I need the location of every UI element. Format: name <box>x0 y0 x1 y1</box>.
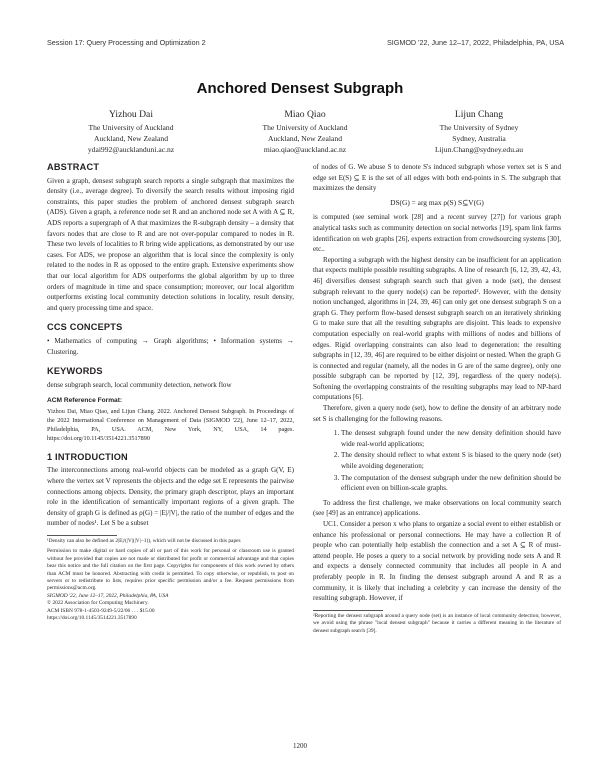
footnote-1: ¹Density can also be defined as 2|E|/(|V|(|V|−1)), which will not be discussed in this paper. <box>47 538 242 545</box>
author-location: Auckland, New Zealand <box>267 134 342 143</box>
author-name: Yizhou Dai <box>109 109 153 120</box>
doi-link[interactable]: https://doi.org/10.1145/3514221.3517890 <box>47 615 137 622</box>
author-affiliation: The University of Auckland <box>262 123 348 132</box>
abstract-heading: ABSTRACT <box>47 162 100 172</box>
density-equation: DS(G) = arg max ρ(S) S⊆V(G) <box>390 197 484 207</box>
acm-reference-text: Yizhou Dai, Miao Qiao, and Lijun Chang. 2022. Anchored Densest Subgraph. In Proceedings of the 2022 International Conference on Management of Data (SIGMOD '22), June 12–17, 2022, Philadelphia, PA, USA. ACM, New York, NY, USA, 14 pages. https://doi.org/10.1145/3514221.3517890 <box>47 407 294 442</box>
ccs-heading: CCS CONCEPTS <box>47 322 123 333</box>
paper-title: Anchored Densest Subgraph <box>196 80 404 97</box>
left-column <box>47 162 294 623</box>
author-name: Miao Qiao <box>284 109 326 120</box>
author-block <box>46 108 564 155</box>
keywords-heading: KEYWORDS <box>47 366 103 377</box>
running-header-left: Session 17: Query Processing and Optimization 2 <box>47 38 206 47</box>
right-paragraph-1: is computed (see seminal work [28] and a recent survey [27]) for various graph analytical tasks such as community detection on social networks [19], spam link farms identification on web graphs [26], experts extraction from crowdsourcing systems [30], etc.. <box>313 213 561 254</box>
keywords-text: dense subgraph search, local community detection, network flow <box>47 380 232 389</box>
right-paragraph-4: To address the first challenge, we make observations on local community search (see [49] as an entrance) applications. <box>313 498 561 518</box>
challenge-list <box>313 428 561 494</box>
author-location: Sydney, Australia <box>452 134 506 143</box>
footnote-rule <box>313 610 383 611</box>
author-2 <box>220 108 390 155</box>
ccs-text: • Mathematics of computing → Graph algorithms; • Information systems → Clustering. <box>47 336 294 356</box>
right-column <box>313 162 561 635</box>
right-paragraph-0: of nodes of G. We abuse S to denote S's induced subgraph whose vertex set is S and edge set E(S) ⊆ E is the set of all edges with both end-points in S. The subgraph that maximizes the density <box>313 163 561 193</box>
right-paragraph-2: Reporting a subgraph with the highest density can be insufficient for an application that expects multiple possible resulting subgraphs. A line of research [6, 12, 39, 42, 43, 46] diversifies densest subgraph search such that given a node (set), the densest subgraph relevant to the query node(s) can be reported². However, with the density notion unchanged, algorithms in [24, 39, 46] can only get one densest subgraph S on a graph G. They perform flow-based densest subgraph search on an iteratively shrinking G to make sure that all the resulting subgraphs are disjoint. This leads to expensive computation especially on real-world graphs with millions of nodes and billions of edges. Rigid overlapping constraints can also lead to degeneration: the resulting subgraphs in [12, 39, 46] are required to be either disjoint or nested. When the graph G is connected and regular (namely, all the nodes in G are of the same degree), only one possible subgraph can be reported by [12, 39], regardless of the query node(s). Softening the overlapping constraints of the resulting subgraphs may lead to NP-hard computations [6]. <box>313 255 561 402</box>
author-1 <box>46 108 216 155</box>
author-name: Lijun Chang <box>454 109 504 120</box>
list-item: 3. The computation of the densest subgraph under the new definition should be efficient even on billion-scale graphs. <box>341 473 561 494</box>
intro-paragraph: The interconnections among real-world objects can be modeled as a graph G(V, E) where the vertex set V represents the objects and the edge set E represents the pairwise connections among objects. Density, the primary graph descriptor, plays an important role in the identification of semantically important regions of a given graph. The density of graph G is defined as ρ(G) = |E|/|V|, the ratio of the number of edges and the number of nodes¹. Let S be a subset <box>47 466 294 528</box>
author-3 <box>394 108 564 155</box>
isbn-line: ACM ISBN 978-1-4503-9249-5/22/06 . . . $15.00 <box>47 607 155 614</box>
right-paragraph-3: Therefore, given a query node (set), how to define the density of an arbitrary node set S is challenging for the following reasons. <box>313 404 561 423</box>
running-header-right: SIGMOD '22, June 12–17, 2022, Philadelphia, PA, USA <box>386 38 564 47</box>
author-email[interactable]: ydai992@aucklanduni.ac.nz <box>87 145 175 154</box>
footnote-rule <box>47 535 117 536</box>
author-affiliation: The University of Auckland <box>88 123 174 132</box>
author-email[interactable]: miao.qiao@auckland.ac.nz <box>263 145 347 154</box>
author-email[interactable]: Lijun.Chang@sydney.edu.au <box>434 145 524 154</box>
conference-line: SIGMOD '22, June 12–17, 2022, Philadelphia, PA, USA <box>47 592 169 599</box>
footnote-2: ²Reporting the densest subgraph around a query node (set) is an instance of local community detection; however, we avoid using the phrase "local densest subgraph" because it carries a different meaning in the literature of densest subgraph search [39]. <box>313 612 561 634</box>
author-affiliation: The University of Sydney <box>439 123 519 132</box>
permission-notice: Permission to make digital or hard copies of all or part of this work for personal or classroom use is granted without fee provided that copies are not made or distributed for profit or commercial advantage and that copies bear this notice and the full citation on the first page. Copyrights for components of this work owned by others than ACM must be honored. Abstracting with credit is permitted. To copy otherwise, or republish, to post on servers or to redistribute to lists, requires prior specific permission and/or a fee. Request permissions from permissions@acm.org. <box>47 548 294 592</box>
page-number: 1200 <box>293 742 307 750</box>
author-location: Auckland, New Zealand <box>93 134 168 143</box>
list-item: 1. The densest subgraph found under the new density definition should have wide real-world applications; <box>341 428 561 449</box>
abstract-text: Given a graph, densest subgraph search reports a single subgraph that maximizes the density (i.e., average degree). To diversify the search results without imposing rigid constraints, this paper studies the problem of anchored densest subgraph search (ADS). Given a graph, a reference node set R and an anchored node set A with A ⊆ R, ADS reports a supergraph of A that maximizes the R-subgraph density – a density that favors nodes that are close to R and are not over-popular compared to nodes in R. These two levels of localities to R bring wide applications, as demonstrated by our use cases. For ADS, we propose an algorithm that is local since the complexity is only related to the nodes in R as opposed to the entire graph. Extensive experiments show that our local algorithm for ADS outperforms the global algorithm by up to three orders of magnitude in time and space consumption; moreover, our local algorithm outperforms existing local community detection solutions in locality, result density, and query processing time and space. <box>47 176 294 312</box>
list-item: 2. The density should reflect to what extent S is biased to the query node (set) while avoiding degeneration; <box>341 450 561 471</box>
copyright-line: © 2022 Association for Computing Machinery. <box>47 600 149 607</box>
intro-heading: 1 INTRODUCTION <box>47 451 128 462</box>
acm-reference-heading: ACM Reference Format: <box>47 397 123 405</box>
right-paragraph-5: UC1. Consider a person x who plans to organize a social event to either establish or enhance his professional or personal connections. He may have a collection R of people who can potentially help establish the connection and a set A ⊆ R of must-attend people. He poses a query to a social network by providing node sets A and R and expects a densely connected community that includes all people in A and preferably people in R. In finding the densest subgraph around A and R as a community, it is likely that including a celebrity y can increase the density of the resulting subgraph. However, if <box>313 520 561 603</box>
